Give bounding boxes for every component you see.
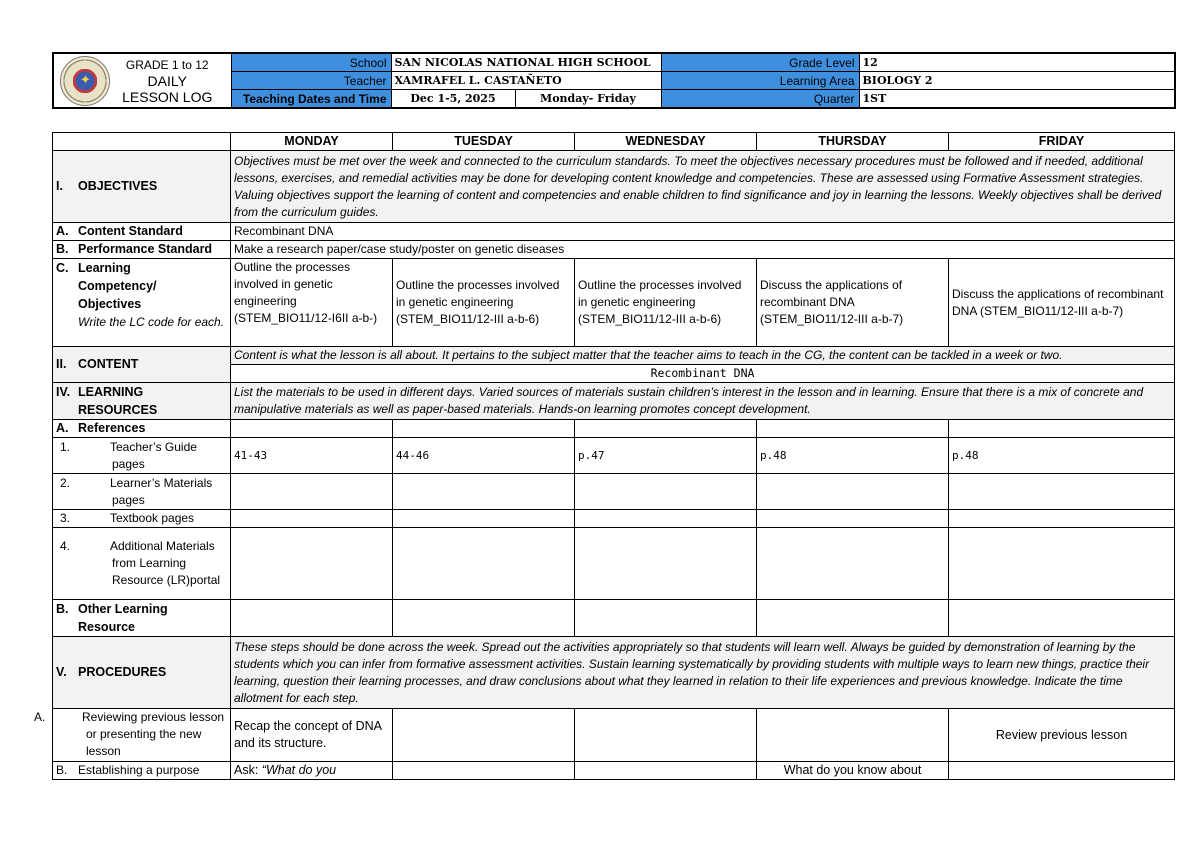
am-thursday [757, 528, 949, 600]
ref-monday [231, 420, 393, 438]
learning-resources-row [53, 383, 1175, 420]
quarter-label: Quarter [661, 90, 859, 109]
teacher-label: Teacher [231, 72, 391, 90]
day-wednesday: WEDNESDAY [575, 133, 757, 151]
reviewing-monday: Recap the concept of DNA and its structure. [231, 709, 393, 762]
lc-thursday: Discuss the applications of recombinant DNA (STEM_BIO11/12-III a-b-7) [757, 259, 949, 347]
reviewing-label: A. Reviewing previous lesson or presenting the new lesson [53, 709, 231, 762]
learners-materials-row [53, 474, 1175, 510]
or-thursday [757, 600, 949, 637]
additional-materials-label: 4. Additional Materials from Learning Resource (LR)portal [53, 528, 231, 600]
am-wednesday [575, 528, 757, 600]
header-title-block [53, 53, 231, 108]
grade-level-value: 12 [859, 53, 1175, 72]
tg-thursday: p.48 [757, 438, 949, 474]
header-table [52, 52, 1176, 109]
teachers-guide-label: 1. Teacher’s Guide pages [53, 438, 231, 474]
references-row [53, 420, 1175, 438]
lm-monday [231, 474, 393, 510]
purpose-thursday: What do you know about [757, 762, 949, 780]
tb-thursday [757, 510, 949, 528]
lc-monday: Outline the processes involved in genetic engineering (STEM_BIO11/12-I6II a-b-) [231, 259, 393, 347]
purpose-tuesday [393, 762, 575, 780]
tb-monday [231, 510, 393, 528]
reviewing-friday: Review previous lesson [949, 709, 1175, 762]
ref-thursday [757, 420, 949, 438]
performance-standard-row [53, 241, 1175, 259]
purpose-row [53, 762, 1175, 780]
purpose-label: B. Establishing a purpose [53, 762, 231, 780]
ref-friday [949, 420, 1175, 438]
quarter-value: 1ST [859, 90, 1175, 109]
lc-wednesday: Outline the processes involved in genetic engineering (STEM_BIO11/12-III a-b-6) [575, 259, 757, 347]
objectives-desc: Objectives must be met over the week and connected to the curriculum standards. To meet the objectives necessary procedures must be followed and if needed, additional lessons, exercises, and remedial activities may be done for developing content knowledge and competencies. These are assessed using Formative Assessment strategies. Valuing objectives support the learning of content and competencies and enable children to find significance and joy in learning the lessons. Weekly objectives shall be derived from the curriculum guides. [231, 151, 1175, 223]
textbook-row [53, 510, 1175, 528]
learning-resources-label: IV. LEARNING RESOURCES [53, 383, 231, 420]
learning-area-label: Learning Area [661, 72, 859, 90]
day-tuesday: TUESDAY [393, 133, 575, 151]
or-monday [231, 600, 393, 637]
day-thursday: THURSDAY [757, 133, 949, 151]
lc-friday: Discuss the applications of recombinant DNA (STEM_BIO11/12-III a-b-7) [949, 259, 1175, 347]
learners-materials-label: 2. Learner’s Materials pages [53, 474, 231, 510]
school-label: School [231, 53, 391, 72]
additional-materials-row [53, 528, 1175, 600]
learning-resources-desc: List the materials to be used in different days. Varied sources of materials sustain children’s interest in the lesson and in learning. Ensure that there is a mix of concrete and manipulative materials as well as paper-based materials. Hands-on learning promotes concept development. [231, 383, 1175, 420]
teacher-value: XAMRAFEL L. CASTAÑETO [391, 72, 661, 90]
or-tuesday [393, 600, 575, 637]
lm-friday [949, 474, 1175, 510]
dates-value: Dec 1-5, 2025 [391, 90, 515, 109]
ref-wednesday [575, 420, 757, 438]
am-monday [231, 528, 393, 600]
tg-tuesday: 44-46 [393, 438, 575, 474]
reviewing-tuesday [393, 709, 575, 762]
day-friday: FRIDAY [949, 133, 1175, 151]
content-desc: Content is what the lesson is all about. It pertains to the subject matter that the teacher aims to teach in the CG, the content can be tackled in a week or two. [231, 347, 1175, 365]
or-wednesday [575, 600, 757, 637]
title-daily: DAILY [147, 72, 187, 89]
am-tuesday [393, 528, 575, 600]
reviewing-row [53, 709, 1175, 762]
am-friday [949, 528, 1175, 600]
lm-thursday [757, 474, 949, 510]
performance-standard-label: B. Performance Standard [53, 241, 231, 259]
performance-standard-value: Make a research paper/case study/poster on genetic diseases [231, 241, 1175, 259]
days-header-row [53, 133, 1175, 151]
grade-level-label: Grade Level [661, 53, 859, 72]
content-standard-value: Recombinant DNA [231, 223, 1175, 241]
tb-friday [949, 510, 1175, 528]
content-label: II. CONTENT [53, 347, 231, 383]
procedures-label: V. PROCEDURES [53, 637, 231, 709]
content-value: Recombinant DNA [231, 365, 1175, 383]
tg-monday: 41-43 [231, 438, 393, 474]
or-friday [949, 600, 1175, 637]
tb-wednesday [575, 510, 757, 528]
purpose-wednesday [575, 762, 757, 780]
lm-wednesday [575, 474, 757, 510]
purpose-monday: Ask: “What do you [231, 762, 393, 780]
references-label: A. References [53, 420, 231, 438]
lm-tuesday [393, 474, 575, 510]
tg-wednesday: p.47 [575, 438, 757, 474]
ref-tuesday [393, 420, 575, 438]
lc-tuesday: Outline the processes involved in genetic engineering (STEM_BIO11/12-III a-b-6) [393, 259, 575, 347]
teachers-guide-row [53, 438, 1175, 474]
content-standard-label: A. Content Standard [53, 223, 231, 241]
learning-competency-row [53, 259, 1175, 347]
learning-competency-label: C. Learning Competency/ Objectives Write the LC code for each. [53, 259, 231, 347]
textbook-label: 3. Textbook pages [53, 510, 231, 528]
procedures-row [53, 637, 1175, 709]
content-row [53, 347, 1175, 365]
tb-tuesday [393, 510, 575, 528]
dates-label: Teaching Dates and Time [231, 90, 391, 109]
deped-seal-icon: ✦ [60, 56, 110, 106]
lesson-log-table [34, 132, 1175, 780]
title-lesson-log: LESSON LOG [122, 88, 213, 105]
objectives-label: I. OBJECTIVES [53, 151, 231, 223]
objectives-row [53, 151, 1175, 223]
day-monday: MONDAY [231, 133, 393, 151]
tg-friday: p.48 [949, 438, 1175, 474]
reviewing-thursday [757, 709, 949, 762]
other-resource-label: B. Other Learning Resource [53, 600, 231, 637]
school-value: SAN NICOLAS NATIONAL HIGH SCHOOL [391, 53, 661, 72]
purpose-friday [949, 762, 1175, 780]
content-standard-row [53, 223, 1175, 241]
reviewing-wednesday [575, 709, 757, 762]
other-resource-row [53, 600, 1175, 637]
procedures-desc: These steps should be done across the week. Spread out the activities appropriately so that students will learn well. Always be guided by demonstration of learning by the students which you can infer from formative assessment activities. Sustain learning systematically by providing students with multiple ways to learn new things, practice their learning, question their learning processes, and draw conclusions about what they learned in relation to their life experiences and previous knowledge. Indicate the time allotment for each step. [231, 637, 1175, 709]
learning-area-value: BIOLOGY 2 [859, 72, 1175, 90]
days-value: Monday- Friday [515, 90, 661, 109]
grade-range: GRADE 1 to 12 [125, 57, 209, 72]
corner-cell [53, 133, 231, 151]
